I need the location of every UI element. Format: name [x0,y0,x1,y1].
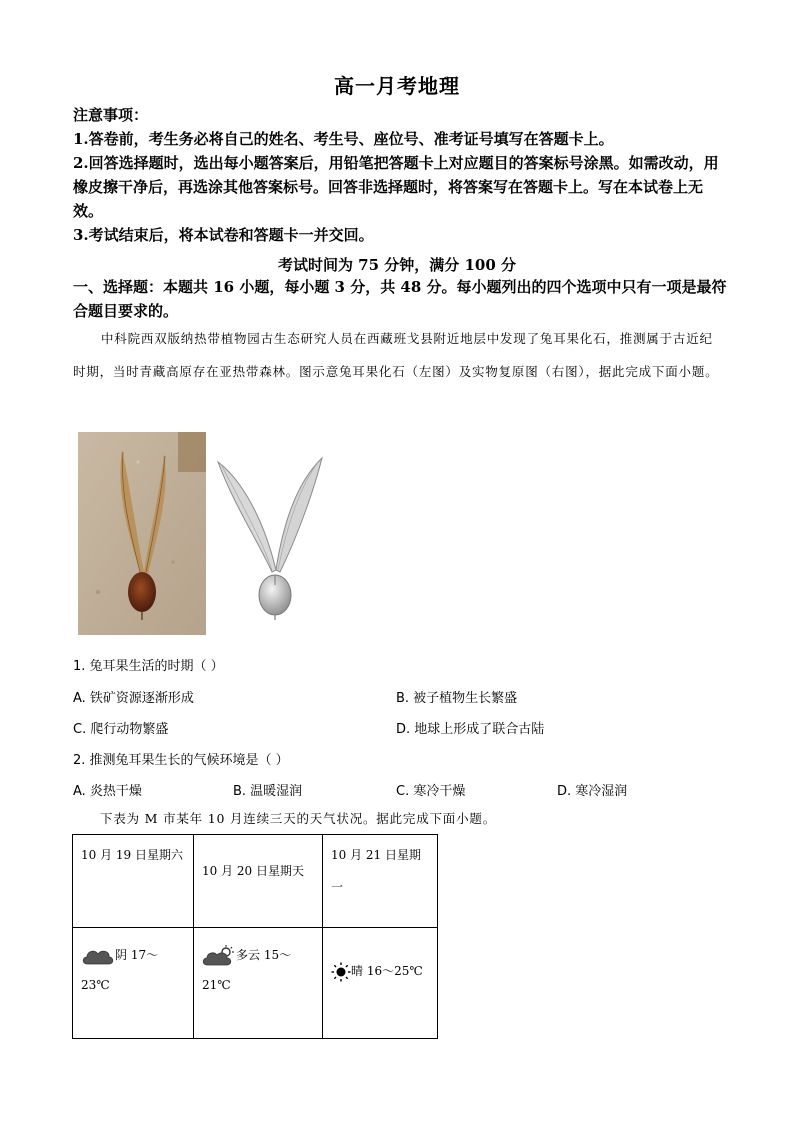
notice-heading: 注意事项： [73,106,149,124]
page-title: 高一月考地理 [334,74,460,98]
q2-option-c[interactable]: C. 寒冷干燥 [396,784,466,799]
weather-cell [323,928,438,1039]
weather-cell [73,928,194,1039]
weather-cell [194,928,323,1039]
exam-info: 考试时间为 75 分钟，满分 100 分 [277,256,517,274]
sunny-icon [331,962,351,982]
weather-text: 晴 16～25℃ [351,964,423,978]
section-heading: 一、选择题：本题共 16 小题，每小题 3 分，共 48 分。每小题列出的四个选项中只有一项是最符合题目要求的。 [73,278,727,320]
q2-option-b[interactable]: B. 温暖湿润 [233,784,303,799]
reconstruction-drawing [212,450,327,625]
notice-item-3: 3.考试结束后，将本试卷和答题卡一并交回。 [73,226,374,244]
q1-option-b[interactable]: B. 被子植物生长繁盛 [396,691,518,706]
date-cell: 10 月 19 日星期六 [73,835,194,928]
cloudy-icon [81,946,115,966]
notice-block [73,103,728,247]
notice-item-1: 1.答卷前，考生务必将自己的姓名、考生号、座位号、准考证号填写在答题卡上。 [73,130,614,148]
fossil-photo [78,432,206,635]
q2-stem: 2. 推测兔耳果生长的气候环境是（ ） [73,753,289,768]
date-cell: 10 月 21 日星期一 [323,835,438,928]
table-intro: 下表为 M 市某年 10 月连续三天的天气状况。据此完成下面小题。 [100,811,496,826]
q2-option-d[interactable]: D. 寒冷湿润 [557,784,628,799]
table-row [73,835,438,928]
partly-cloudy-icon [202,945,236,967]
q2-option-a[interactable]: A. 炎热干燥 [73,784,142,799]
q1-option-c[interactable]: C. 爬行动物繁盛 [73,722,169,737]
question-intro [73,322,723,388]
weather-text: 多云 15～21℃ [202,948,292,992]
weather-table [72,834,438,1039]
intro-text: 中科院西双版纳热带植物园古生态研究人员在西藏班戈县附近地层中发现了兔耳果化石，推测属于古近纪时期，当时青藏高原存在亚热带森林。图示意兔耳果化石（左图）及实物复原图（右图），据此完成下面小题。 [73,331,719,379]
q1-option-a[interactable]: A. 铁矿资源逐渐形成 [73,691,194,706]
table-row [73,928,438,1039]
weather-text: 阴 17～23℃ [81,948,159,992]
date-cell: 10 月 20 日星期天 [194,835,323,928]
q1-option-d[interactable]: D. 地球上形成了联合古陆 [396,722,545,737]
notice-item-2: 2.回答选择题时，选出每小题答案后，用铅笔把答题卡上对应题目的答案标号涂黑。如需改动，用橡皮擦干净后，再选涂其他答案标号。回答非选择题时，将答案写在答题卡上。写在本试卷上无效。 [73,154,719,220]
q1-stem: 1. 兔耳果生活的时期（ ） [73,659,224,674]
